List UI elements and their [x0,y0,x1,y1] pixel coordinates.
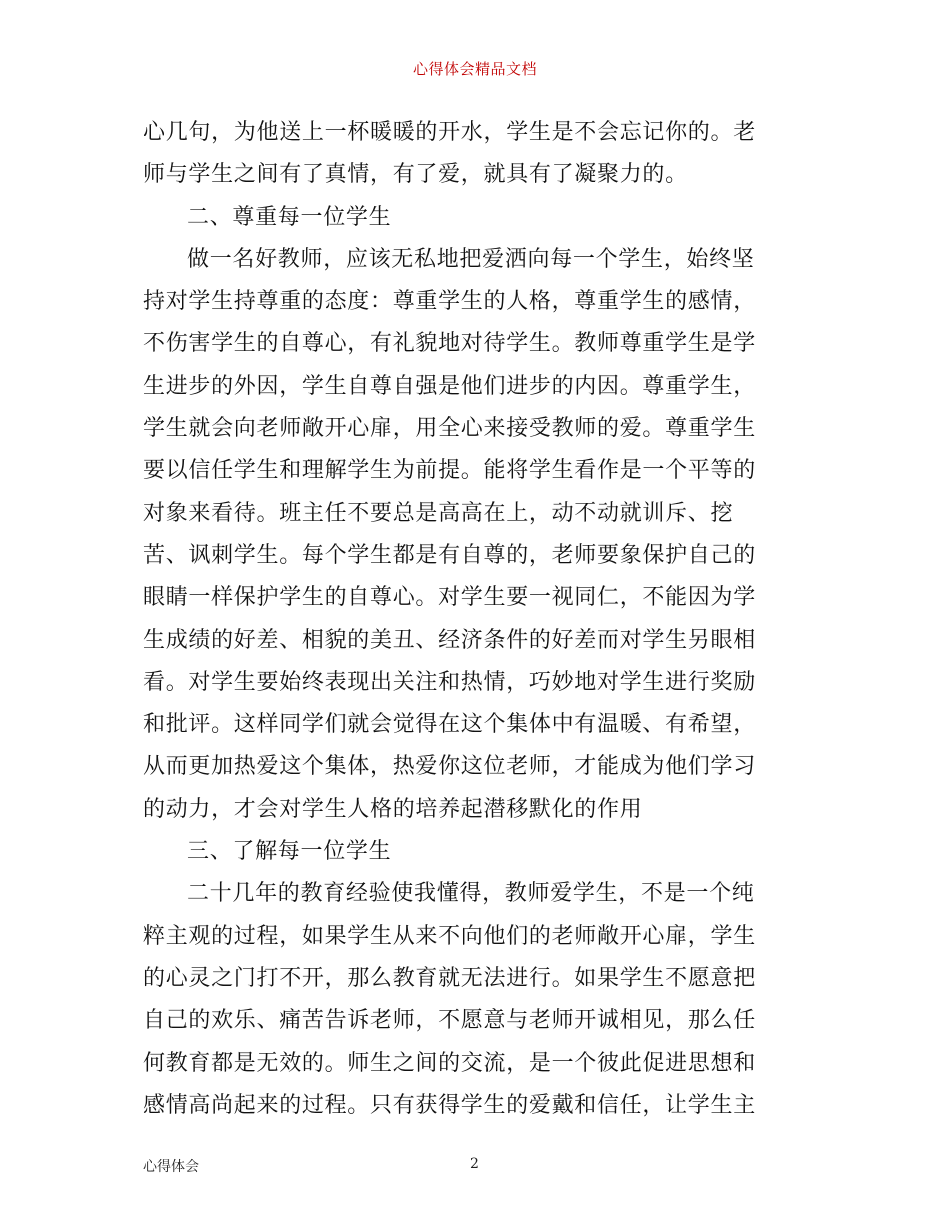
text-line: 和批评。这样同学们就会觉得在这个集体中有温暖、有希望， [143,712,756,738]
text-line: 看。对学生要始终表现出关注和热情，巧妙地对学生进行奖励 [143,669,756,695]
text-line: 自己的欢乐、痛苦告诉老师，不愿意与老师开诚相见，那么任 [143,1008,756,1034]
text-line: 何教育都是无效的。师生之间的交流，是一个彼此促进思想和 [143,1050,756,1076]
text-line: 学生就会向老师敞开心扉，用全心来接受教师的爱。尊重学生 [143,416,756,442]
text-line: 苦、讽刺学生。每个学生都是有自尊的，老师要象保护自己的 [143,542,756,568]
text-line: 粹主观的过程，如果学生从来不向他们的老师敞开心扉，学生 [143,923,756,949]
page-number: 2 [470,1156,479,1172]
text-line: 生进步的外因，学生自尊自强是他们进步的内因。尊重学生， [143,373,756,399]
text-line: 的动力，才会对学生人格的培养起潜移默化的作用 [143,796,643,822]
text-line: 的心灵之门打不开，那么教育就无法进行。如果学生不愿意把 [143,965,756,991]
text-line: 要以信任学生和理解学生为前提。能将学生看作是一个平等的 [143,458,756,484]
text-line: 眼睛一样保护学生的自尊心。对学生要一视同仁，不能因为学 [143,585,756,611]
text-line: 从而更加热爱这个集体，热爱你这位老师，才能成为他们学习 [143,754,756,780]
footer-label: 心得体会 [143,1159,199,1175]
text-line: 不伤害学生的自尊心，有礼貌地对待学生。教师尊重学生是学 [143,331,756,357]
text-line: 持对学生持尊重的态度：尊重学生的人格，尊重学生的感情， [143,289,756,315]
document-header-title: 心得体会精品文档 [412,60,537,78]
text-line: 做一名好教师，应该无私地把爱洒向每一个学生，始终坚 [187,246,755,272]
text-line: 生成绩的好差、相貌的美丑、经济条件的好差而对学生另眼相 [143,627,756,653]
text-line: 三、了解每一位学生 [187,839,392,865]
text-line: 二十几年的教育经验使我懂得，教师爱学生，不是一个纯 [187,881,755,907]
text-line: 师与学生之间有了真情，有了爱，就具有了凝聚力的。 [143,162,688,188]
text-line: 对象来看待。班主任不要总是高高在上，动不动就训斥、挖 [143,500,734,526]
document-body [143,112,815,1127]
text-line: 二、尊重每一位学生 [187,204,392,230]
text-line: 感情高尚起来的过程。只有获得学生的爱戴和信任，让学生主 [143,1092,756,1118]
text-line: 心几句，为他送上一杯暖暖的开水，学生是不会忘记你的。老 [143,120,756,145]
